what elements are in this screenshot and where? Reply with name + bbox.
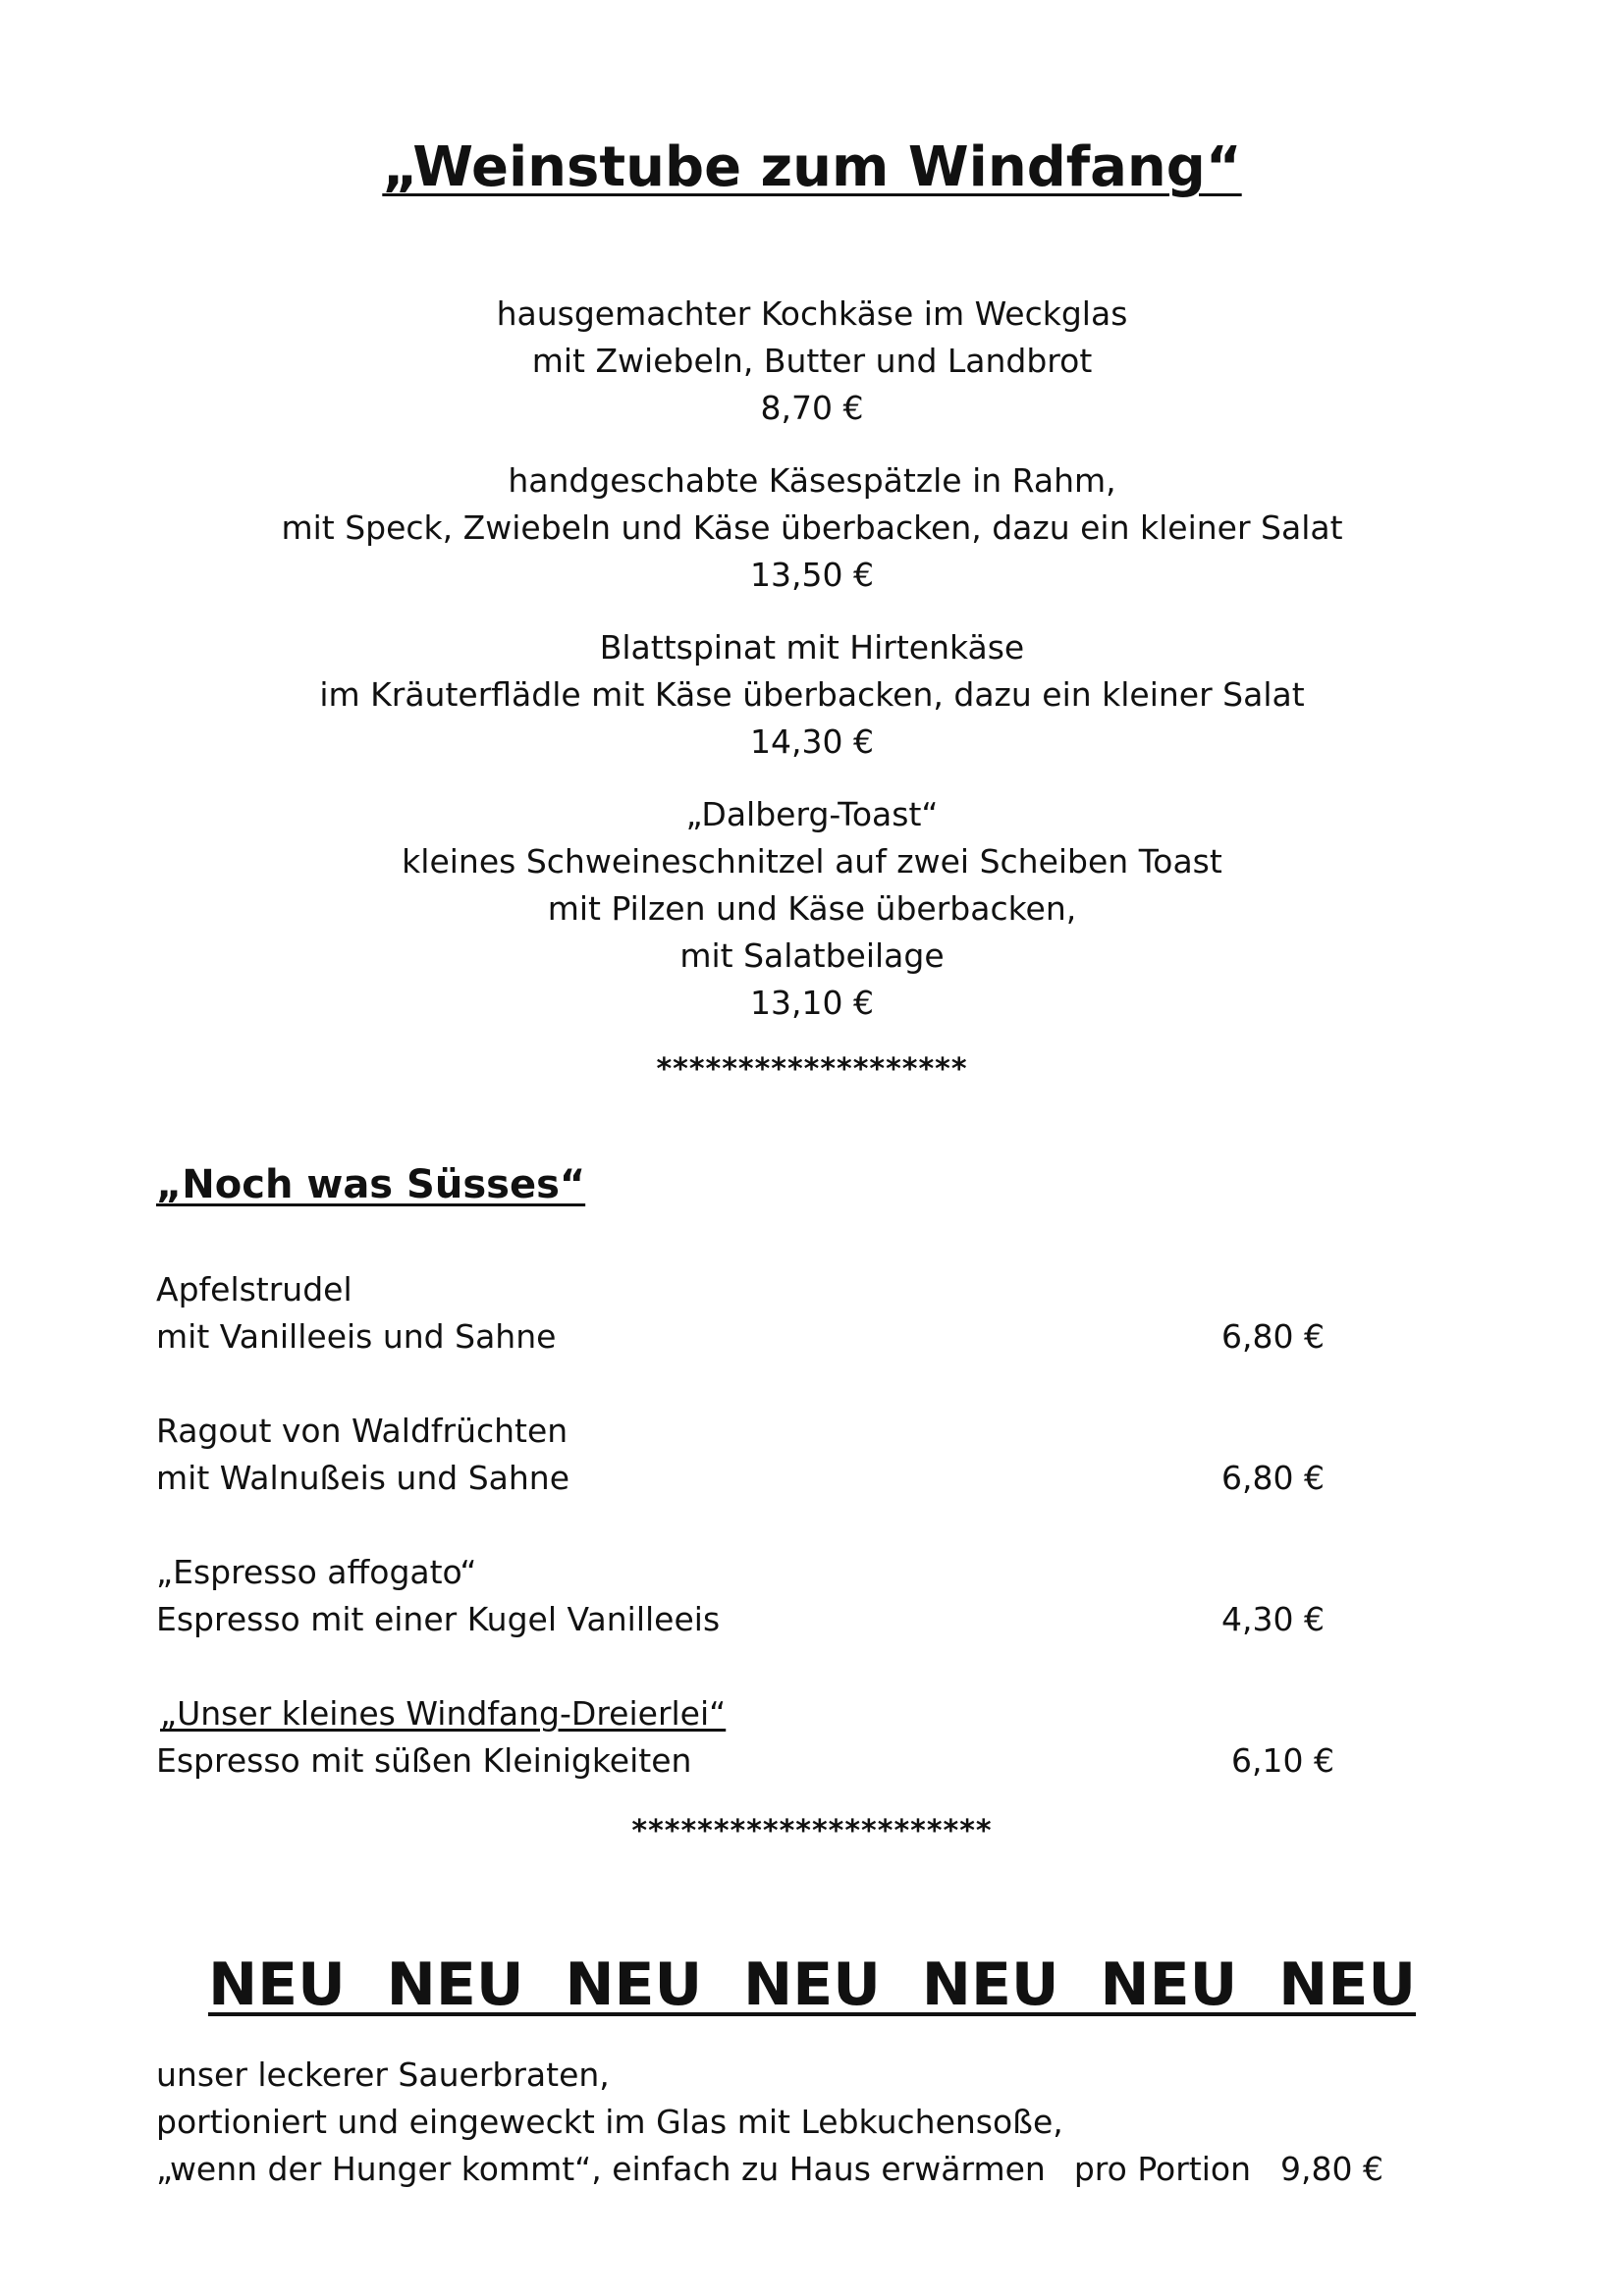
promo-text: „wenn der Hunger kommt“, einfach zu Haus erwärmen <box>156 2150 1046 2188</box>
dish-price: 8,70 € <box>760 389 864 427</box>
dish-line: mit Zwiebeln, Butter und Landbrot <box>531 342 1093 380</box>
dish-blattspinat <box>0 624 1624 766</box>
dessert-detail: mit Walnußeis und Sahne <box>156 1459 569 1497</box>
neu-banner: NEU NEU NEU NEU NEU NEU NEU <box>207 1950 1417 2019</box>
promo-line <box>156 2146 1383 2193</box>
dessert-name: Apfelstrudel <box>156 1270 352 1308</box>
dish-kochkaese <box>0 291 1624 432</box>
dessert-detail: Espresso mit einer Kugel Vanilleeis <box>156 1600 721 1638</box>
dish-price: 13,50 € <box>750 556 874 594</box>
separator-stars: ******************* <box>656 1052 968 1087</box>
separator-stars: ********************** <box>631 1814 993 1848</box>
dessert-price: 6,80 € <box>1221 1317 1325 1356</box>
dessert-dreierlei <box>156 1690 1334 1785</box>
promo-price: 9,80 € <box>1280 2150 1383 2188</box>
promo-portion-label: pro Portion <box>1073 2150 1252 2188</box>
dessert-detail: mit Vanilleeis und Sahne <box>156 1317 557 1356</box>
dessert-apfelstrudel <box>156 1266 1325 1361</box>
dish-kaesespaetzle <box>0 457 1624 599</box>
promo-line: unser leckerer Sauerbraten, <box>156 2056 610 2094</box>
dessert-price: 4,30 € <box>1221 1600 1325 1638</box>
dessert-detail: Espresso mit süßen Kleinigkeiten <box>156 1741 692 1780</box>
promo-line: portioniert und eingeweckt im Glas mit Lebkuchensoße, <box>156 2103 1063 2141</box>
dish-line: handgeschabte Käsespätzle in Rahm, <box>508 461 1116 500</box>
promo-sauerbraten <box>156 2052 1383 2193</box>
dish-line: mit Salatbeilage <box>679 936 945 975</box>
dessert-name: „Espresso affogato“ <box>156 1553 477 1591</box>
dessert-name: „Unser kleines Windfang-Dreierlei“ <box>160 1694 727 1733</box>
dessert-name: Ragout von Waldfrüchten <box>156 1412 568 1450</box>
dish-price: 14,30 € <box>750 722 874 761</box>
dish-price: 13,10 € <box>750 984 874 1022</box>
dish-line: mit Speck, Zwiebeln und Käse überbacken, dazu ein kleiner Salat <box>281 508 1343 547</box>
desserts-heading: „Noch was Süsses“ <box>156 1162 586 1207</box>
dish-line: im Kräuterflädle mit Käse überbacken, dazu ein kleiner Salat <box>319 675 1305 714</box>
dish-line: hausgemachter Kochkäse im Weckglas <box>496 294 1128 333</box>
dish-line: kleines Schweineschnitzel auf zwei Scheiben Toast <box>402 842 1222 881</box>
page-title: „Weinstube zum Windfang“ <box>382 135 1242 199</box>
dish-line: Blattspinat mit Hirtenkäse <box>599 628 1025 667</box>
dish-line: „Dalberg-Toast“ <box>685 795 939 833</box>
dessert-price: 6,80 € <box>1221 1459 1325 1497</box>
dessert-espresso-affogato <box>156 1549 1325 1643</box>
dessert-ragout <box>156 1408 1325 1502</box>
dish-line: mit Pilzen und Käse überbacken, <box>547 889 1077 928</box>
dessert-price: 6,10 € <box>1231 1741 1334 1780</box>
dish-dalberg-toast <box>0 791 1624 1027</box>
